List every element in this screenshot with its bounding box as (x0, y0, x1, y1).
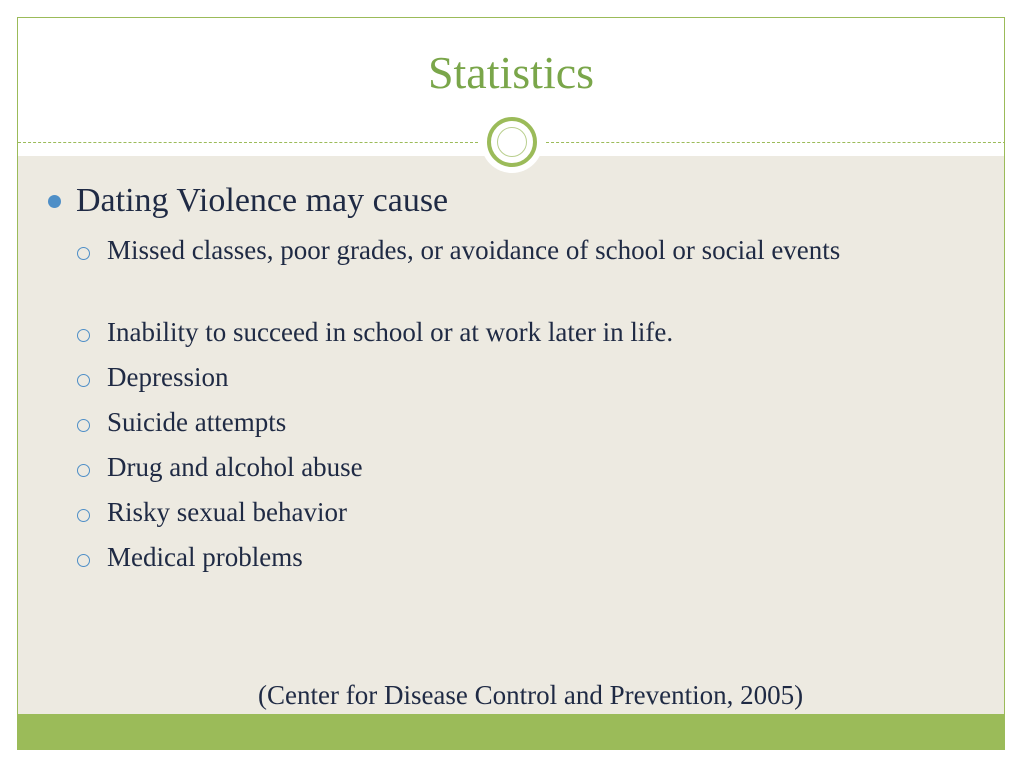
sub-bullet-text: Depression (107, 362, 229, 392)
sub-bullet-text: Suicide attempts (107, 407, 287, 437)
hollow-circle-icon (77, 464, 90, 477)
ornament-inner-ring (497, 127, 527, 157)
hollow-circle-icon (77, 509, 90, 522)
title-divider-right (546, 142, 1005, 143)
ornament-ring (487, 117, 537, 167)
slide-title: Statistics (427, 47, 595, 98)
title-divider-left (18, 142, 478, 143)
hollow-circle-icon (77, 419, 90, 432)
main-bullet-text: Dating Violence may cause (76, 182, 449, 219)
hollow-circle-icon (77, 554, 90, 567)
slide (17, 17, 1005, 750)
citation: (Center for Disease Control and Prevention, 2005) (258, 680, 804, 710)
sub-bullet-text: Missed classes, poor grades, or avoidance of school or social events (107, 235, 841, 265)
footer-band (18, 714, 1004, 749)
hollow-circle-icon (77, 247, 90, 260)
sub-bullet-text: Drug and alcohol abuse (107, 452, 363, 482)
sub-bullet-text: Risky sexual behavior (107, 497, 347, 527)
hollow-circle-icon (77, 329, 90, 342)
sub-bullet-text: Medical problems (107, 542, 303, 572)
hollow-circle-icon (77, 374, 90, 387)
circle-ring-icon (481, 111, 543, 173)
filled-dot-icon (48, 195, 61, 208)
sub-bullet-text: Inability to succeed in school or at work later in life. (107, 317, 674, 347)
